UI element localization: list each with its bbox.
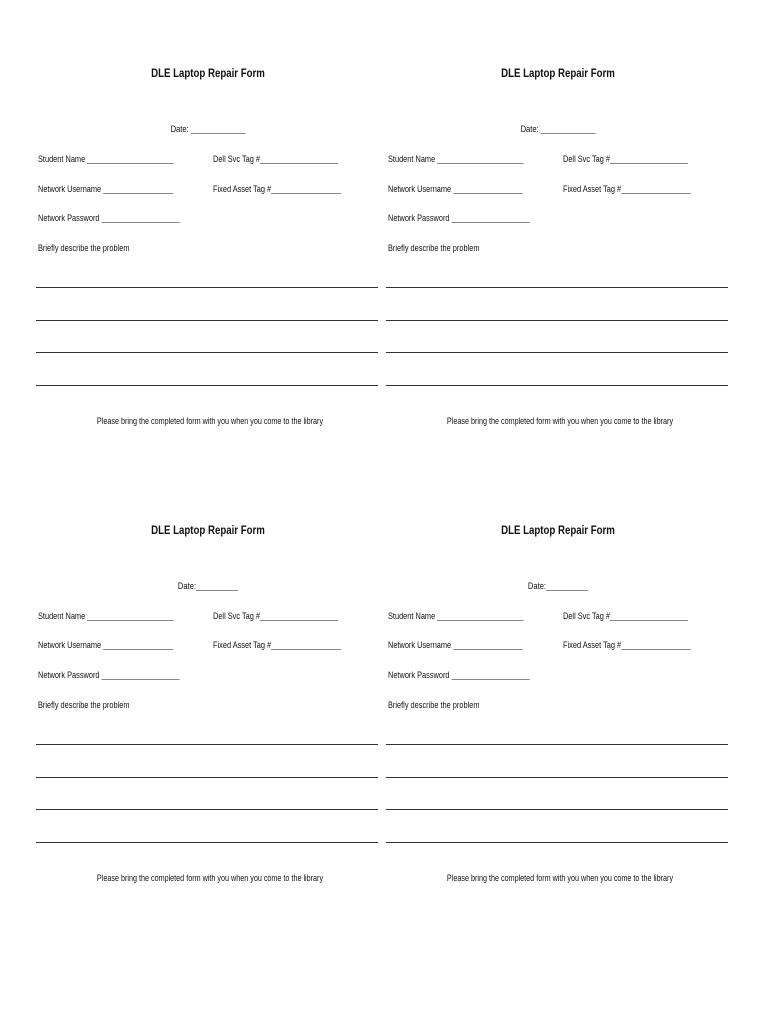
form-title: DLE Laptop Repair Form <box>151 525 265 537</box>
network-password-field[interactable]: Network Password ___________________ <box>388 213 530 223</box>
problem-line[interactable] <box>36 287 378 288</box>
fixed-asset-tag-field[interactable]: Fixed Asset Tag #_________________ <box>563 184 691 194</box>
dell-svc-tag-field[interactable]: Dell Svc Tag #___________________ <box>213 611 339 621</box>
form-footer-note: Please bring the completed form with you when you come to the library <box>96 416 324 426</box>
describe-problem-label: Briefly describe the problem <box>38 243 130 253</box>
problem-line[interactable] <box>386 352 728 353</box>
network-username-field[interactable]: Network Username _________________ <box>388 184 523 194</box>
date-field[interactable]: Date: _____________ <box>170 124 246 134</box>
repair-form <box>382 517 732 907</box>
fixed-asset-tag-field[interactable]: Fixed Asset Tag #_________________ <box>213 184 341 194</box>
fixed-asset-tag-field[interactable]: Fixed Asset Tag #_________________ <box>563 640 691 650</box>
problem-line[interactable] <box>36 744 378 745</box>
describe-problem-label: Briefly describe the problem <box>388 243 480 253</box>
form-footer-note: Please bring the completed form with you when you come to the library <box>96 873 324 883</box>
network-password-field[interactable]: Network Password ___________________ <box>388 670 530 680</box>
repair-form <box>32 517 382 907</box>
problem-line[interactable] <box>36 352 378 353</box>
network-username-field[interactable]: Network Username _________________ <box>38 640 173 650</box>
problem-line[interactable] <box>36 842 378 843</box>
form-title: DLE Laptop Repair Form <box>151 68 265 80</box>
network-username-field[interactable]: Network Username _________________ <box>388 640 523 650</box>
repair-form <box>32 60 382 450</box>
problem-line[interactable] <box>386 842 728 843</box>
problem-line[interactable] <box>386 809 728 810</box>
problem-line[interactable] <box>36 320 378 321</box>
problem-line[interactable] <box>36 809 378 810</box>
network-password-field[interactable]: Network Password ___________________ <box>38 670 180 680</box>
date-field[interactable]: Date:__________ <box>527 581 589 591</box>
student-name-field[interactable]: Student Name _____________________ <box>38 154 174 164</box>
form-footer-note: Please bring the completed form with you when you come to the library <box>446 873 674 883</box>
student-name-field[interactable]: Student Name _____________________ <box>388 611 524 621</box>
problem-line[interactable] <box>386 777 728 778</box>
dell-svc-tag-field[interactable]: Dell Svc Tag #___________________ <box>213 154 339 164</box>
network-username-field[interactable]: Network Username _________________ <box>38 184 173 194</box>
form-footer-note: Please bring the completed form with you when you come to the library <box>446 416 674 426</box>
describe-problem-label: Briefly describe the problem <box>388 700 480 710</box>
problem-line[interactable] <box>386 385 728 386</box>
network-password-field[interactable]: Network Password ___________________ <box>38 213 180 223</box>
dell-svc-tag-field[interactable]: Dell Svc Tag #___________________ <box>563 611 689 621</box>
problem-line[interactable] <box>386 287 728 288</box>
student-name-field[interactable]: Student Name _____________________ <box>388 154 524 164</box>
student-name-field[interactable]: Student Name _____________________ <box>38 611 174 621</box>
problem-line[interactable] <box>36 777 378 778</box>
form-title: DLE Laptop Repair Form <box>501 525 615 537</box>
date-field[interactable]: Date: _____________ <box>520 124 596 134</box>
problem-line[interactable] <box>386 744 728 745</box>
problem-line[interactable] <box>386 320 728 321</box>
describe-problem-label: Briefly describe the problem <box>38 700 130 710</box>
problem-line[interactable] <box>36 385 378 386</box>
date-field[interactable]: Date:__________ <box>177 581 239 591</box>
repair-form <box>382 60 732 450</box>
fixed-asset-tag-field[interactable]: Fixed Asset Tag #_________________ <box>213 640 341 650</box>
dell-svc-tag-field[interactable]: Dell Svc Tag #___________________ <box>563 154 689 164</box>
form-title: DLE Laptop Repair Form <box>501 68 615 80</box>
